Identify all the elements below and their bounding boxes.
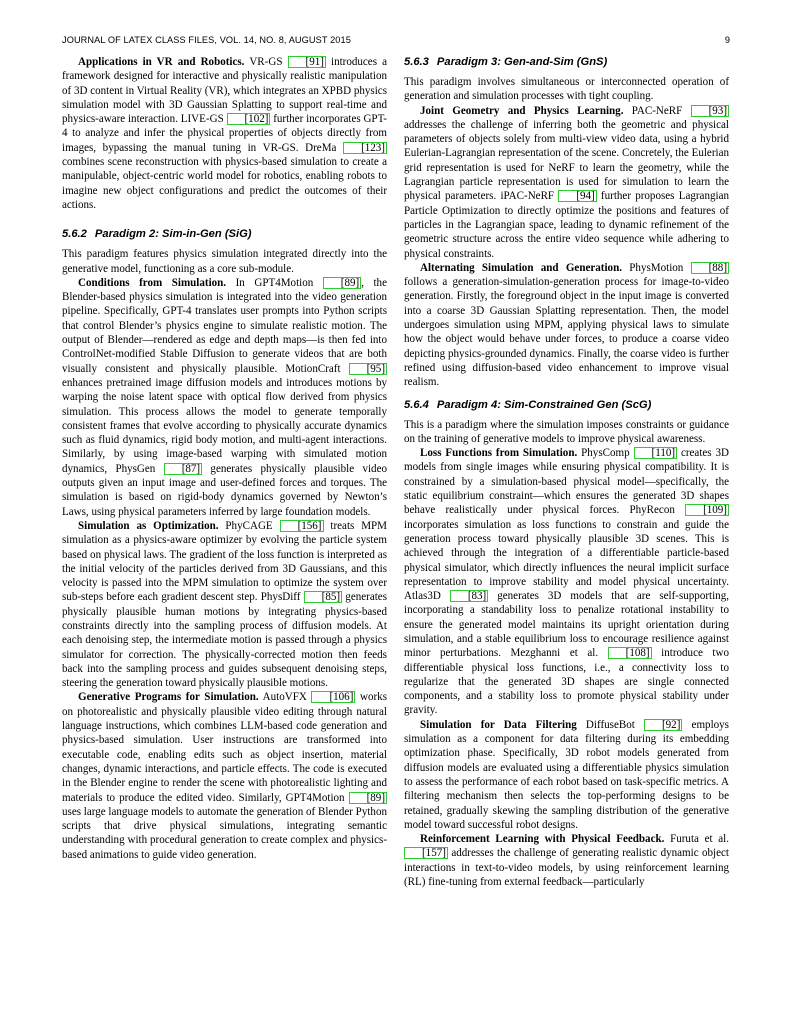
citation-link[interactable]: [102] [227,113,271,125]
citation-link[interactable]: [109] [685,504,729,516]
right-column [404,55,729,889]
citation-link[interactable]: [85] [304,591,342,603]
citation-link[interactable]: [106] [311,691,355,703]
citation-link[interactable]: [89] [349,792,387,804]
run-in-heading: Conditions from Simulation. [78,276,227,289]
run-in-heading: Joint Geometry and Physics Learning. [420,104,624,117]
citation-link[interactable]: [108] [608,647,652,659]
citation-link[interactable]: [93] [691,105,729,117]
citation-link[interactable]: [91] [288,56,326,68]
citation-link[interactable]: [87] [164,463,202,475]
citation-link[interactable]: [88] [691,262,729,274]
paragraph-data-filtering: Simulation for Data Filtering DiffuseBot [92] employs simulation as a component for data filtering during its embedding optimization phase. Specifically, 3D robot models generated from diffusion models are evaluated using a differentiable physics simulation to assess the performance of each robot based on task-specific metrics. A filtering mechanism then selects the top-performing designs to be retained, gradually skewing the sampling distribution of the generative model toward successful robot designs. [404,718,729,831]
section-heading-5-6-3: 5.6.3 Paradigm 3: Gen-and-Sim (GnS) [404,56,608,68]
paragraph-gns-intro: This paradigm involves simultaneous or interconnected operation of generation and simulation processes with tight coupling. [404,76,729,103]
paragraph-joint-geometry: Joint Geometry and Physics Learning. PAC-NeRF [93] addresses the challenge of inferring both the geometric and physical parameters of objects solely from multi-view video data, using a hybrid Eulerian-Lagrangian representation of the scene. Concretely, the Eulerian grid representation is used for NeRF to learn the geometry, while the Lagrangian particle representation is used for simulation to learn the physical parameters. iPAC-NeRF [94] further proposes Lagrangian Particle Optimization to directly optimize the positions and features of particles in the Lagrangian space, leading to dynamic refinement of the geometric structure across the entire video sequence while adhering to physical constraints. [404,104,729,260]
citation-link[interactable]: [83] [450,590,488,602]
run-in-heading: Alternating Simulation and Generation. [420,261,622,274]
citation-link[interactable]: [92] [644,719,682,731]
section-heading-5-6-4: 5.6.4 Paradigm 4: Sim-Constrained Gen (ScG) [404,398,652,411]
run-in-heading: Simulation for Data Filtering [420,718,577,731]
paragraph-conditions-simulation: Conditions from Simulation. In GPT4Motion [89] , the Blender-based physics simulation is integrated into the video generation pipeline. Specifically, GPT-4 translates user prompts into Python scripts that control Blender’s physics engine to simulate realistic motion. The output of Blender—rendered as edge and depth maps—is then fed into ControlNet-modified Stable Diffusion to generate videos that are both visually consistent and physically plausible. MotionCraft [95] enhances pretrained image diffusion models and introduces motions by warping the noise latent space with optical flow derived from physics simulation. This process allows the model to generate temporally consistent frames that evolve according to physically accurate dynamics such as fluid dynamics, rigid body motion, and multi-agent interactions. Similarly, by using image-based warping with simulated motion dynamics, PhysGen [87] generates physically plausible video outputs given an input image and user-defined forces and torques. The simulation is based on rigid-body dynamics governed by Newton’s Laws, using physical parameters inferred by large foundation models. [62,276,387,518]
citation-link[interactable]: [123] [343,142,387,154]
run-in-heading: Generative Programs for Simulation. [78,691,259,704]
citation-link[interactable]: [94] [558,190,596,202]
run-in-heading: Applications in VR and Robotics. [78,56,245,68]
paragraph-sig-intro: This paradigm features physics simulation integrated directly into the generative model, functioning as a core sub-module. [62,248,387,275]
citation-link[interactable]: [95] [349,363,387,375]
journal-header: JOURNAL OF LATEX CLASS FILES, VOL. 14, NO. 8, AUGUST 2015 [62,35,351,45]
citation-link[interactable]: [89] [323,277,361,289]
paragraph-simulation-optimization: Simulation as Optimization. PhyCAGE [156] treats MPM simulation as a physics-aware optimizer by evolving the particle system based on physical laws. The gradient of the loss function is interpreted as the initial velocity of the particles derived from 3D Gaussians, and this velocity is passed into the MPM simulation to optimize the system over sub-steps before each gradient descent step. PhysDiff [85] generates physically plausible human motions by integrating physics-based constraints directly into the sampling process of diffusion models. At each denoising step, the intermediate motion is passed through a physics simulator for correction. The physically-corrected motion then feeds back into the sampling process and guides subsequent denoising steps, steering the generation toward physically plausible motions. [62,519,388,690]
paragraph-scg-intro: This is a paradigm where the simulation imposes constraints or guidance on the training of generative models to improve physical awareness. [404,418,729,445]
run-in-heading: Simulation as Optimization. [78,519,219,532]
paragraph-loss-functions: Loss Functions from Simulation. PhysComp [110] creates 3D models from single images while ensuring physical compatibility. It is constrained by a simulation-based physical model—specifically, the static equilibrium constraint—which ensures the generated 3D shapes behave realistically under physical forces. PhyRecon [109] incorporates simulation as loss functions to constrain and guide the generation process toward physically plausible 3D scenes. This is achieved through the integration of a differentiable particle-based physical simulator, which directly influences the neural implicit surface representation to improve stability and model physical uncertainty. Atlas3D [83] generates 3D models that are self-supporting, incorporating a standability loss to penalize rotational instability to ensure the generated model maintains its upright orientation during simulation, and a stable equilibrium loss to encourage resilience against minor perturbations. Mezghanni et al. [108] introduce two differentiable physical loss functions, i.e., a connectivity loss to regularize that the generated 3D shapes are single connected components, and a stability loss to promote physical stability under gravity. [404,447,730,717]
paragraph-rl-feedback: Reinforcement Learning with Physical Feedback. Furuta et al. [157] addresses the challenge of generating realistic dynamic object interactions in text-to-video models, by using reinforcement learning (RL) fine-tuning from external feedback—particularly [404,833,729,889]
citation-link[interactable]: [157] [404,847,448,859]
run-in-heading: Loss Functions from Simulation. [420,447,578,460]
section-heading-5-6-2: 5.6.2 Paradigm 2: Sim-in-Gen (SiG) [62,228,252,241]
paragraph-generative-programs: Generative Programs for Simulation. AutoVFX [106] works on photorealistic and physically plausible video editing through natural language instructions, which combines LLM-based code generation and physics-based simulation. User instructions are transformed into executable code, enabling edits such as object insertion, material changes, dynamic interactions, and particle effects. The code is executed in the Blender engine to render the scene with photorealistic lighting and materials to produce the edited video. Similarly, GPT4Motion [89] uses large language models to automate the generation of Blender Python scripts that drive physical simulations, integrating semantic understanding with procedural generation to create complex and physics-based animations to guide video generation. [62,691,388,861]
citation-link[interactable]: [156] [280,520,324,532]
paragraph-vr-robotics: Applications in VR and Robotics. VR-GS [91] introduces a framework designed for interactive and physically realistic manipulation of 3D content in Virtual Reality (VR), which integrates an XPBD physics simulation model with 3D Gaussian Splatting to support real-time and physics-aware interaction. LIVE-GS [102] further incorporates GPT-4 to analyze and infer the physical properties of objects directly from images, bypassing the manual tuning in VR-GS. DreMa [123] combines scene reconstruction with physics-based simulation to create a manipulable, object-centric world model for robotics, enabling robots to imagine new object configurations and predict the outcomes of their actions. [62,56,387,211]
paragraph-alternating: Alternating Simulation and Generation. PhysMotion [88] follows a generation-simulation-generation process for image-to-video generation. Firstly, the foreground object in the input image is converted into a coarse 3D Gaussian Splatting representation. Then, the model undergoes simulation using MPM, applying physical laws to simulate how the object would behave under forces, to produce a coarse video depicting physics-grounded dynamics. Finally, the coarse video is further refined using diffusion-based video enhancement to improve visual realism. [404,261,729,389]
run-in-heading: Reinforcement Learning with Physical Feedback. [420,833,665,846]
citation-link[interactable]: [110] [634,447,678,459]
page-number: 9 [724,35,730,45]
left-column [62,55,387,862]
